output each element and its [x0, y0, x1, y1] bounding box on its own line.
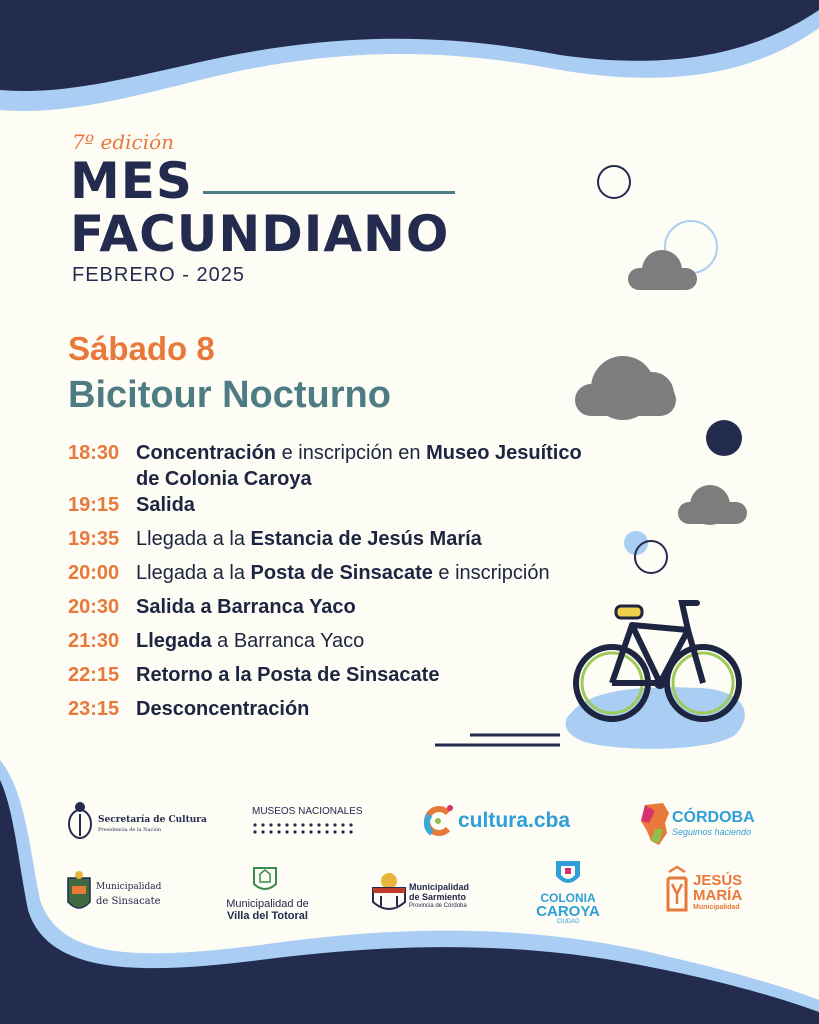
logo-secretaria-cultura [67, 800, 207, 844]
totoral-sublabel: Villa del Totoral [227, 910, 308, 922]
totoral-shield-icon [252, 864, 278, 894]
schedule-time: 19:15 [68, 494, 120, 516]
logo-sarmiento [371, 872, 481, 916]
sinsacate-label: Municipalidad [96, 882, 162, 892]
secretaria-sublabel: Presidencia de la Nación [98, 827, 162, 833]
caroya-sublabel: CAROYA [536, 903, 600, 920]
schedule-text-bold: Museo Jesuítico de Colonia Caroya [136, 442, 582, 490]
schedule-row [68, 628, 588, 662]
schedule-text-bold: Posta de Sinsacate [250, 562, 433, 584]
schedule-text: e inscripción [432, 562, 550, 584]
schedule-row [68, 526, 588, 560]
schedule-time: 21:30 [68, 630, 120, 652]
cloud-icon [678, 485, 747, 525]
schedule-description [136, 492, 588, 526]
schedule-time: 18:30 [68, 442, 120, 464]
schedule-row [68, 492, 588, 526]
jesus-maria-label: JESÚS [693, 872, 743, 889]
schedule-time: 19:35 [68, 528, 120, 550]
schedule-text-bold: Salida a Barranca Yaco [136, 596, 356, 618]
secretaria-label: Secretaría de Cultura [98, 815, 207, 825]
title-divider [203, 191, 455, 194]
circle-filled-icon [706, 420, 742, 456]
schedule-row [68, 440, 588, 492]
sarmiento-province: Provincia de Córdoba [409, 903, 467, 909]
schedule-row [68, 560, 588, 594]
jesus-maria-municipality: Municipalidad [693, 904, 740, 911]
logo-cordoba [641, 803, 761, 847]
museos-label: MUSEOS NACIONALES [252, 806, 363, 817]
schedule-text-bold: Llegada [136, 630, 212, 652]
sarmiento-sublabel: de Sarmiento [409, 892, 467, 902]
schedule-time: 22:15 [68, 664, 120, 686]
logo-cultura-cba [420, 803, 585, 841]
dots-icon [252, 822, 358, 836]
schedule-text-bold: Retorno a la Posta de Sinsacate [136, 664, 440, 686]
schedule-row [68, 662, 588, 696]
cordoba-sublabel: Seguimos haciendo [672, 827, 752, 837]
edition-label: 7º edición [72, 130, 175, 154]
cultura-label: cultura.cba [458, 809, 571, 832]
schedule-time: 23:15 [68, 698, 120, 720]
event-day: Sábado 8 [68, 330, 215, 367]
schedule-text: a Barranca Yaco [211, 630, 365, 652]
schedule-text: Llegada a la [136, 528, 251, 550]
schedule-list [68, 440, 588, 730]
coat-of-arms-icon [67, 800, 93, 842]
cloud-icon [575, 356, 676, 420]
cordoba-label: CÓRDOBA [672, 809, 755, 826]
jesus-maria-icon [664, 866, 690, 914]
schedule-description [136, 696, 588, 730]
schedule-time: 20:00 [68, 562, 120, 584]
sinsacate-sublabel: de Sinsacate [96, 896, 161, 907]
schedule-description [136, 594, 588, 628]
circle-small-outline-icon [635, 541, 667, 573]
logo-jesus-maria [664, 866, 756, 916]
circle-outline-icon [598, 166, 630, 198]
caroya-label: COLONIA [540, 891, 596, 905]
sarmiento-label: Municipalidad [409, 882, 470, 892]
schedule-description [136, 526, 588, 560]
schedule-row [68, 696, 588, 730]
schedule-description [136, 560, 588, 594]
schedule-time: 20:30 [68, 596, 120, 618]
event-name: Bicitour Nocturno [68, 374, 391, 416]
logo-colonia-caroya [530, 858, 606, 928]
cultura-c-icon [420, 803, 456, 839]
schedule-text-bold: Desconcentración [136, 698, 310, 720]
schedule-description [136, 662, 588, 696]
schedule-row [68, 594, 588, 628]
cordoba-map-icon [641, 803, 671, 845]
schedule-text-bold: Salida [136, 494, 195, 516]
cloud-icon [628, 250, 697, 290]
sinsacate-shield-icon [66, 870, 92, 914]
schedule-text-bold: Concentración [136, 442, 277, 464]
caroya-city: CIUDAD [556, 919, 580, 925]
date-label: FEBRERO - 2025 [72, 264, 245, 286]
page-title-line1: MES [70, 152, 193, 210]
logo-museos-nacionales [252, 806, 362, 836]
page-title-line2: FACUNDIANO [70, 205, 450, 263]
logo-sinsacate [66, 870, 166, 916]
totoral-label: Municipalidad de [226, 898, 309, 910]
sarmiento-shield-icon [371, 872, 407, 914]
schedule-description [136, 440, 588, 492]
jesus-maria-sublabel: MARÍA [693, 887, 743, 904]
schedule-text: Llegada a la [136, 562, 251, 584]
schedule-text: e inscripción en [276, 442, 427, 464]
schedule-description [136, 628, 588, 662]
schedule-text-bold: Estancia de Jesús María [250, 528, 482, 550]
logo-villa-del-totoral [215, 864, 320, 920]
caroya-shield-icon [553, 858, 583, 890]
